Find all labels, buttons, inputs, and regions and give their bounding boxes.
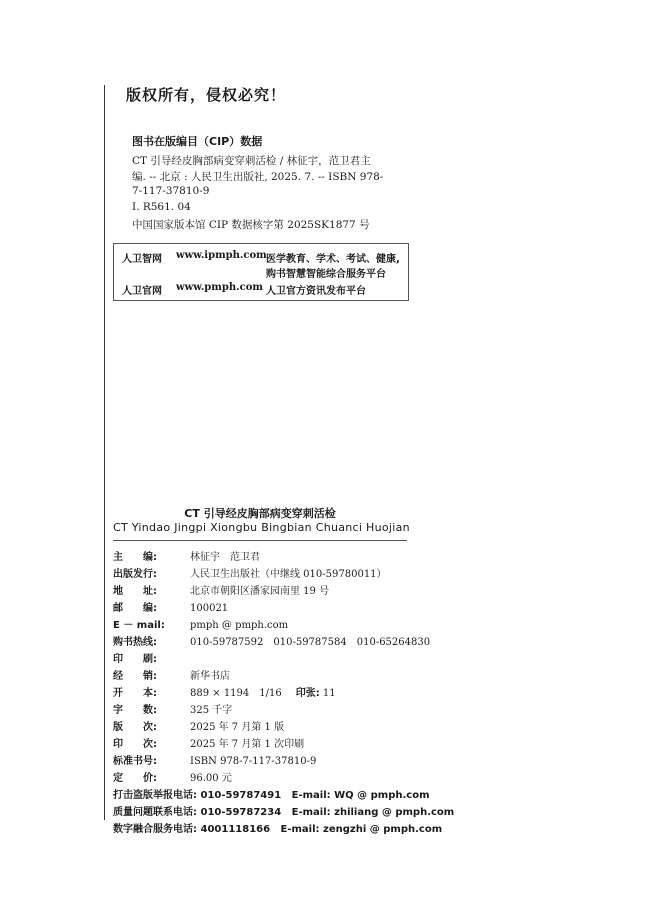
cip-line: CT 引导经皮胸部病变穿刺活检 / 林征宇，范卫君主	[132, 155, 371, 167]
site-name: 人卫智网	[122, 254, 162, 265]
row-label: 定 价:	[113, 773, 157, 784]
copyright-notice: 版权所有，侵权必究！	[126, 86, 287, 104]
site-desc: 购书智慧智能综合服务平台	[266, 269, 386, 280]
colophon-row-email	[113, 616, 288, 631]
contact-email-label: E-mail:	[280, 824, 320, 835]
cip-line: 中国国家版本馆 CIP 数据核字第 2025SK1877 号	[132, 219, 370, 231]
row-label: 印 刷:	[113, 654, 157, 665]
row-value: 新华书店	[190, 671, 230, 682]
row-extra-value: 11	[322, 688, 336, 699]
colophon-row-format	[113, 684, 336, 699]
colophon-row-printing	[113, 735, 304, 750]
site-url[interactable]: www.pmph.com	[176, 282, 263, 293]
book-title-cn: CT 引导经皮胸部病变穿刺活检	[184, 507, 336, 520]
row-label: 经 销:	[113, 671, 157, 682]
cip-line: Ⅰ. R561. 04	[132, 201, 191, 213]
site-url[interactable]: www.ipmph.com	[176, 250, 267, 261]
row-label: 地 址:	[113, 586, 157, 597]
contact-row-piracy	[113, 786, 430, 801]
row-value: 96.00 元	[190, 773, 232, 784]
row-label: 标准书号:	[113, 756, 157, 767]
row-label: 出版发行:	[113, 569, 157, 580]
row-label: 开 本:	[113, 688, 157, 699]
row-value: 林征宇 范卫君	[190, 552, 260, 563]
contact-email[interactable]: WQ @ pmph.com	[334, 790, 430, 801]
contact-label: 打击盗版举报电话:	[113, 790, 197, 801]
cip-title: 图书在版编目（CIP）数据	[132, 135, 263, 148]
contact-row-quality	[113, 803, 454, 818]
row-label: 版 次:	[113, 722, 157, 733]
contact-email[interactable]: zengzhi @ pmph.com	[323, 824, 443, 835]
contact-phone: 010-59787234	[200, 807, 282, 818]
colophon-row-editor	[113, 548, 260, 563]
row-value: 889 × 1194 1/16	[190, 688, 282, 699]
contact-row-digital	[113, 820, 442, 835]
colophon-row-printer	[113, 650, 190, 665]
book-title-en: CT Yindao Jingpi Xiongbu Bingbian Chuanci Huojian	[113, 521, 410, 534]
row-label: E － mail:	[113, 620, 165, 631]
divider	[113, 540, 407, 541]
colophon-row-edition	[113, 718, 284, 733]
row-extra-label: 印张:	[295, 688, 320, 699]
website-info-box	[113, 243, 409, 301]
contact-email-label: E-mail:	[291, 807, 331, 818]
cip-line: 7-117-37810-9	[132, 185, 210, 197]
row-label: 邮 编:	[113, 603, 157, 614]
row-value: ISBN 978-7-117-37810-9	[190, 756, 317, 767]
site-name: 人卫官网	[122, 286, 162, 297]
row-value: 2025 年 7 月第 1 次印刷	[190, 739, 305, 750]
row-value: 北京市朝阳区潘家园南里 19 号	[190, 586, 330, 597]
colophon-row-address	[113, 582, 329, 597]
contact-phone: 4001118166	[200, 824, 271, 835]
colophon-row-wordcount	[113, 701, 232, 716]
contact-label: 数字融合服务电话:	[113, 824, 197, 835]
row-value: 2025 年 7 月第 1 版	[190, 722, 285, 733]
row-value: 325 千字	[190, 705, 233, 716]
left-margin-rule	[104, 85, 105, 820]
row-label: 印 次:	[113, 739, 157, 750]
contact-phone: 010-59787491	[200, 790, 282, 801]
row-label: 主 编:	[113, 552, 157, 563]
colophon-row-isbn	[113, 752, 316, 767]
site-desc: 人卫官方资讯发布平台	[266, 286, 366, 297]
colophon-row-distributor	[113, 667, 230, 682]
row-value: 100021	[190, 603, 229, 614]
row-label: 购书热线:	[113, 637, 157, 648]
colophon-row-price	[113, 769, 232, 784]
cip-line: 编. -- 北京 : 人民卫生出版社, 2025. 7. -- ISBN 978-	[132, 171, 384, 183]
row-label: 字 数:	[113, 705, 157, 716]
row-value[interactable]: pmph @ pmph.com	[190, 620, 289, 631]
colophon-row-hotline	[113, 633, 430, 648]
colophon-row-postcode	[113, 599, 228, 614]
row-value: 010-59787592 010-59787584 010-65264830	[190, 637, 431, 648]
colophon-row-publisher	[113, 565, 387, 580]
row-value: 人民卫生出版社（中继线 010-59780011）	[190, 569, 387, 580]
contact-email-label: E-mail:	[291, 790, 331, 801]
contact-email[interactable]: zhiliang @ pmph.com	[334, 807, 455, 818]
contact-label: 质量问题联系电话:	[113, 807, 197, 818]
site-desc: 医学教育、学术、考试、健康,	[266, 254, 400, 265]
